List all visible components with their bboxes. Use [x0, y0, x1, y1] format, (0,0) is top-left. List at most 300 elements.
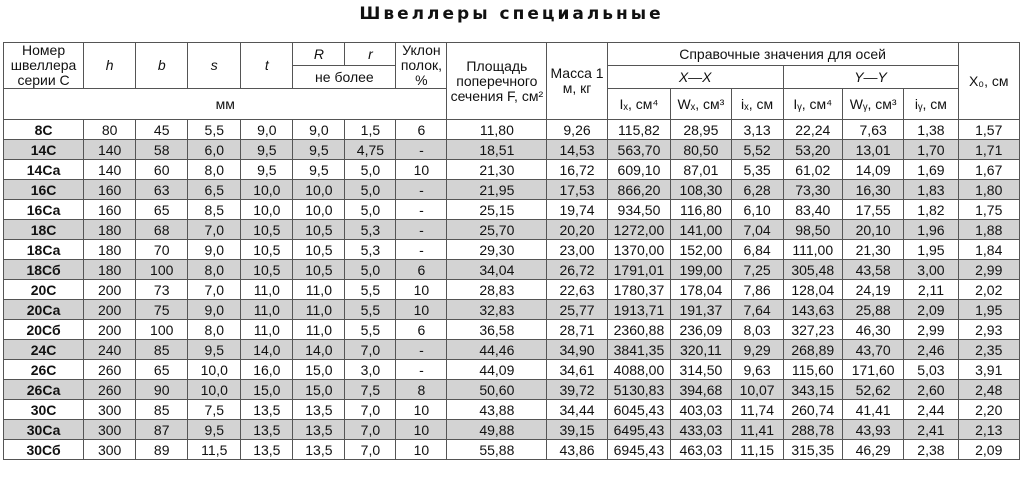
- value-cell: 10,5: [241, 260, 293, 280]
- value-cell: 73,30: [783, 180, 842, 200]
- value-cell: 5,35: [731, 160, 783, 180]
- value-cell: 13,5: [293, 440, 345, 460]
- value-cell: 3,00: [904, 260, 958, 280]
- value-cell: 2360,88: [607, 320, 670, 340]
- series-cell: 30С: [4, 400, 84, 420]
- value-cell: 5,03: [904, 360, 958, 380]
- value-cell: 6,10: [731, 200, 783, 220]
- value-cell: 1,38: [904, 120, 958, 140]
- value-cell: 7,0: [188, 280, 241, 300]
- value-cell: 50,60: [447, 380, 547, 400]
- series-cell: 18С: [4, 220, 84, 240]
- value-cell: 1370,00: [607, 240, 670, 260]
- value-cell: 90: [136, 380, 188, 400]
- value-cell: 11,0: [241, 300, 293, 320]
- value-cell: 23,00: [547, 240, 607, 260]
- value-cell: 7,0: [345, 420, 396, 440]
- value-cell: 85: [136, 340, 188, 360]
- value-cell: 563,70: [607, 140, 670, 160]
- value-cell: 2,93: [958, 320, 1020, 340]
- value-cell: 28,83: [447, 280, 547, 300]
- table-row: [4, 160, 1020, 180]
- table-row: [4, 340, 1020, 360]
- value-cell: 2,11: [904, 280, 958, 300]
- value-cell: 5,3: [345, 220, 396, 240]
- value-cell: 11,0: [241, 320, 293, 340]
- value-cell: 6495,43: [607, 420, 670, 440]
- value-cell: 5,5: [345, 320, 396, 340]
- value-cell: 41,41: [842, 400, 903, 420]
- series-cell: 8С: [4, 120, 84, 140]
- value-cell: 26,72: [547, 260, 607, 280]
- value-cell: 13,5: [241, 400, 293, 420]
- value-cell: 5,0: [345, 260, 396, 280]
- header-series: Номер швеллера серии С: [4, 43, 84, 89]
- value-cell: 5,5: [345, 300, 396, 320]
- value-cell: 10,5: [241, 240, 293, 260]
- value-cell: 5,5: [188, 120, 241, 140]
- value-cell: 80,50: [671, 140, 731, 160]
- value-cell: 2,60: [904, 380, 958, 400]
- value-cell: 8,0: [188, 260, 241, 280]
- series-cell: 16Са: [4, 200, 84, 220]
- value-cell: 200: [84, 280, 136, 300]
- value-cell: 2,99: [958, 260, 1020, 280]
- value-cell: 111,00: [783, 240, 842, 260]
- value-cell: 21,30: [842, 240, 903, 260]
- value-cell: 10,5: [293, 260, 345, 280]
- value-cell: 49,88: [447, 420, 547, 440]
- value-cell: 9,5: [188, 420, 241, 440]
- value-cell: 2,41: [904, 420, 958, 440]
- value-cell: 8: [396, 380, 447, 400]
- value-cell: 29,30: [447, 240, 547, 260]
- value-cell: 22,63: [547, 280, 607, 300]
- value-cell: -: [396, 340, 447, 360]
- header-h: h: [84, 43, 136, 89]
- value-cell: 141,00: [671, 220, 731, 240]
- table-row: [4, 220, 1020, 240]
- value-cell: 7,0: [188, 220, 241, 240]
- value-cell: 128,04: [783, 280, 842, 300]
- header-reference: Справочные значения для осей: [607, 43, 958, 66]
- value-cell: 14,0: [241, 340, 293, 360]
- series-cell: 14Са: [4, 160, 84, 180]
- value-cell: 34,04: [447, 260, 547, 280]
- value-cell: 87: [136, 420, 188, 440]
- value-cell: 171,60: [842, 360, 903, 380]
- header-ix: iₓ, см: [731, 89, 783, 120]
- header-iy: iᵧ, см: [904, 89, 958, 120]
- value-cell: 53,20: [783, 140, 842, 160]
- value-cell: 10: [396, 300, 447, 320]
- table-row: [4, 200, 1020, 220]
- value-cell: 2,38: [904, 440, 958, 460]
- value-cell: 46,30: [842, 320, 903, 340]
- value-cell: 10,07: [731, 380, 783, 400]
- value-cell: 73: [136, 280, 188, 300]
- header-axis-yy: Y—Y: [783, 66, 958, 89]
- table-title: Швеллеры специальные: [359, 4, 664, 24]
- value-cell: 5,0: [345, 200, 396, 220]
- value-cell: 14,09: [842, 160, 903, 180]
- value-cell: 16,0: [241, 360, 293, 380]
- header-r: r: [345, 43, 396, 66]
- table-row: [4, 180, 1020, 200]
- header-s: s: [188, 43, 241, 89]
- series-cell: 24С: [4, 340, 84, 360]
- series-cell: 20Са: [4, 300, 84, 320]
- value-cell: 200: [84, 320, 136, 340]
- value-cell: 32,83: [447, 300, 547, 320]
- value-cell: 5,5: [345, 280, 396, 300]
- series-cell: 20Сб: [4, 320, 84, 340]
- value-cell: 10: [396, 160, 447, 180]
- value-cell: 20,20: [547, 220, 607, 240]
- value-cell: 43,70: [842, 340, 903, 360]
- value-cell: 8,03: [731, 320, 783, 340]
- value-cell: 9,5: [188, 340, 241, 360]
- table-body: [4, 120, 1020, 460]
- value-cell: 28,95: [671, 120, 731, 140]
- series-cell: 30Сб: [4, 440, 84, 460]
- value-cell: 3841,35: [607, 340, 670, 360]
- value-cell: 43,88: [447, 400, 547, 420]
- value-cell: 55,88: [447, 440, 547, 460]
- value-cell: 433,03: [671, 420, 731, 440]
- value-cell: 7,5: [188, 400, 241, 420]
- value-cell: 75: [136, 300, 188, 320]
- value-cell: 100: [136, 260, 188, 280]
- value-cell: 21,95: [447, 180, 547, 200]
- value-cell: 45: [136, 120, 188, 140]
- value-cell: 44,46: [447, 340, 547, 360]
- value-cell: 260,74: [783, 400, 842, 420]
- value-cell: 10: [396, 420, 447, 440]
- value-cell: 6: [396, 120, 447, 140]
- value-cell: 15,0: [293, 360, 345, 380]
- value-cell: 70: [136, 240, 188, 260]
- value-cell: 7,0: [345, 440, 396, 460]
- value-cell: 18,51: [447, 140, 547, 160]
- value-cell: 11,5: [188, 440, 241, 460]
- series-cell: 20С: [4, 280, 84, 300]
- value-cell: 89: [136, 440, 188, 460]
- value-cell: 200: [84, 300, 136, 320]
- value-cell: 609,10: [607, 160, 670, 180]
- value-cell: 10,0: [188, 380, 241, 400]
- value-cell: 65: [136, 360, 188, 380]
- value-cell: -: [396, 220, 447, 240]
- table-row: [4, 260, 1020, 280]
- series-cell: 26Са: [4, 380, 84, 400]
- value-cell: 19,74: [547, 200, 607, 220]
- value-cell: 2,44: [904, 400, 958, 420]
- value-cell: 115,82: [607, 120, 670, 140]
- value-cell: 10: [396, 280, 447, 300]
- header-x0: X₀, см: [958, 43, 1020, 120]
- value-cell: 191,37: [671, 300, 731, 320]
- value-cell: 1,5: [345, 120, 396, 140]
- value-cell: -: [396, 180, 447, 200]
- value-cell: 10,0: [293, 200, 345, 220]
- value-cell: -: [396, 360, 447, 380]
- value-cell: 43,86: [547, 440, 607, 460]
- table-row: [4, 140, 1020, 160]
- header-R: R: [293, 43, 345, 66]
- value-cell: -: [396, 140, 447, 160]
- value-cell: 2,20: [958, 400, 1020, 420]
- value-cell: 46,29: [842, 440, 903, 460]
- value-cell: 1,70: [904, 140, 958, 160]
- value-cell: 87,01: [671, 160, 731, 180]
- value-cell: 17,55: [842, 200, 903, 220]
- value-cell: 2,35: [958, 340, 1020, 360]
- value-cell: 327,23: [783, 320, 842, 340]
- value-cell: 43,93: [842, 420, 903, 440]
- value-cell: 1,71: [958, 140, 1020, 160]
- header-slope: Уклон полок, %: [396, 43, 447, 89]
- value-cell: 2,48: [958, 380, 1020, 400]
- value-cell: 60: [136, 160, 188, 180]
- value-cell: 1913,71: [607, 300, 670, 320]
- value-cell: 13,5: [241, 440, 293, 460]
- value-cell: 34,90: [547, 340, 607, 360]
- table-row: [4, 280, 1020, 300]
- value-cell: 300: [84, 440, 136, 460]
- series-cell: 18Са: [4, 240, 84, 260]
- value-cell: 1791,01: [607, 260, 670, 280]
- value-cell: 5,0: [345, 160, 396, 180]
- value-cell: 1,95: [958, 300, 1020, 320]
- value-cell: 8,0: [188, 160, 241, 180]
- table-row: [4, 420, 1020, 440]
- value-cell: 25,15: [447, 200, 547, 220]
- value-cell: 240: [84, 340, 136, 360]
- value-cell: 6,84: [731, 240, 783, 260]
- value-cell: 11,15: [731, 440, 783, 460]
- value-cell: 160: [84, 200, 136, 220]
- value-cell: 9,0: [188, 300, 241, 320]
- value-cell: 6: [396, 260, 447, 280]
- value-cell: 61,02: [783, 160, 842, 180]
- header-t: t: [241, 43, 293, 89]
- table-row: [4, 320, 1020, 340]
- value-cell: 13,5: [293, 400, 345, 420]
- value-cell: 108,30: [671, 180, 731, 200]
- value-cell: 140: [84, 160, 136, 180]
- value-cell: 3,91: [958, 360, 1020, 380]
- value-cell: 1,75: [958, 200, 1020, 220]
- value-cell: 3,13: [731, 120, 783, 140]
- value-cell: 9,63: [731, 360, 783, 380]
- value-cell: 1,95: [904, 240, 958, 260]
- value-cell: 1,84: [958, 240, 1020, 260]
- value-cell: 116,80: [671, 200, 731, 220]
- value-cell: 7,0: [345, 400, 396, 420]
- value-cell: 10: [396, 400, 447, 420]
- value-cell: 5130,83: [607, 380, 670, 400]
- value-cell: 199,00: [671, 260, 731, 280]
- value-cell: 7,04: [731, 220, 783, 240]
- value-cell: 6,28: [731, 180, 783, 200]
- value-cell: 20,10: [842, 220, 903, 240]
- value-cell: 6,0: [188, 140, 241, 160]
- value-cell: 934,50: [607, 200, 670, 220]
- value-cell: 11,41: [731, 420, 783, 440]
- value-cell: 178,04: [671, 280, 731, 300]
- value-cell: 300: [84, 400, 136, 420]
- value-cell: 9,0: [241, 120, 293, 140]
- table-row: [4, 300, 1020, 320]
- value-cell: 2,99: [904, 320, 958, 340]
- value-cell: 394,68: [671, 380, 731, 400]
- table-row: [4, 120, 1020, 140]
- header-mm-unit: мм: [4, 89, 447, 120]
- value-cell: 10,0: [293, 180, 345, 200]
- value-cell: 14,0: [293, 340, 345, 360]
- value-cell: 34,44: [547, 400, 607, 420]
- value-cell: 343,15: [783, 380, 842, 400]
- value-cell: 11,0: [241, 280, 293, 300]
- value-cell: 15,0: [241, 380, 293, 400]
- value-cell: 10,5: [241, 220, 293, 240]
- value-cell: 260: [84, 360, 136, 380]
- table-row: [4, 360, 1020, 380]
- value-cell: 10,0: [241, 180, 293, 200]
- value-cell: 5,0: [345, 180, 396, 200]
- value-cell: 63: [136, 180, 188, 200]
- value-cell: 68: [136, 220, 188, 240]
- value-cell: 288,78: [783, 420, 842, 440]
- series-cell: 18Сб: [4, 260, 84, 280]
- value-cell: 25,70: [447, 220, 547, 240]
- value-cell: 52,62: [842, 380, 903, 400]
- value-cell: 1,69: [904, 160, 958, 180]
- value-cell: 10: [396, 440, 447, 460]
- value-cell: 22,24: [783, 120, 842, 140]
- value-cell: 3,0: [345, 360, 396, 380]
- value-cell: 1,80: [958, 180, 1020, 200]
- value-cell: 9,29: [731, 340, 783, 360]
- header-Iy: Iᵧ, см⁴: [783, 89, 842, 120]
- value-cell: 21,30: [447, 160, 547, 180]
- value-cell: 34,61: [547, 360, 607, 380]
- value-cell: 13,01: [842, 140, 903, 160]
- value-cell: 1,96: [904, 220, 958, 240]
- value-cell: 4088,00: [607, 360, 670, 380]
- value-cell: 1272,00: [607, 220, 670, 240]
- value-cell: 140: [84, 140, 136, 160]
- value-cell: 36,58: [447, 320, 547, 340]
- header-b: b: [136, 43, 188, 89]
- header-Ix: Iₓ, см⁴: [607, 89, 670, 120]
- value-cell: -: [396, 200, 447, 220]
- value-cell: 260: [84, 380, 136, 400]
- value-cell: 44,09: [447, 360, 547, 380]
- header-mass: Масса 1 м, кг: [547, 43, 607, 120]
- value-cell: 403,03: [671, 400, 731, 420]
- value-cell: 7,5: [345, 380, 396, 400]
- value-cell: 152,00: [671, 240, 731, 260]
- value-cell: 115,60: [783, 360, 842, 380]
- value-cell: 10,5: [293, 240, 345, 260]
- value-cell: 9,0: [188, 240, 241, 260]
- header-Wy: Wᵧ, см³: [842, 89, 903, 120]
- value-cell: 9,26: [547, 120, 607, 140]
- value-cell: 9,5: [241, 140, 293, 160]
- value-cell: 463,03: [671, 440, 731, 460]
- value-cell: 1,82: [904, 200, 958, 220]
- table-row: [4, 240, 1020, 260]
- header-axis-xx: X—X: [607, 66, 783, 89]
- series-cell: 26С: [4, 360, 84, 380]
- value-cell: 9,5: [241, 160, 293, 180]
- value-cell: 1,83: [904, 180, 958, 200]
- value-cell: 6,5: [188, 180, 241, 200]
- value-cell: 58: [136, 140, 188, 160]
- value-cell: 5,3: [345, 240, 396, 260]
- value-cell: 180: [84, 260, 136, 280]
- value-cell: 160: [84, 180, 136, 200]
- value-cell: 7,0: [345, 340, 396, 360]
- value-cell: 143,63: [783, 300, 842, 320]
- value-cell: 25,77: [547, 300, 607, 320]
- value-cell: 314,50: [671, 360, 731, 380]
- value-cell: 1,88: [958, 220, 1020, 240]
- value-cell: 16,72: [547, 160, 607, 180]
- table-row: [4, 380, 1020, 400]
- series-cell: 30Са: [4, 420, 84, 440]
- value-cell: 268,89: [783, 340, 842, 360]
- value-cell: 1,57: [958, 120, 1020, 140]
- value-cell: 10,0: [188, 360, 241, 380]
- value-cell: 1780,37: [607, 280, 670, 300]
- value-cell: 866,20: [607, 180, 670, 200]
- value-cell: 15,0: [293, 380, 345, 400]
- value-cell: -: [396, 240, 447, 260]
- value-cell: 11,0: [293, 320, 345, 340]
- header-Wx: Wₓ, см³: [671, 89, 731, 120]
- value-cell: 180: [84, 220, 136, 240]
- table-row: [4, 400, 1020, 420]
- value-cell: 2,09: [904, 300, 958, 320]
- value-cell: 9,5: [293, 140, 345, 160]
- value-cell: 4,75: [345, 140, 396, 160]
- value-cell: 28,71: [547, 320, 607, 340]
- value-cell: 2,13: [958, 420, 1020, 440]
- value-cell: 9,5: [293, 160, 345, 180]
- value-cell: 315,35: [783, 440, 842, 460]
- table-row: [4, 440, 1020, 460]
- value-cell: 5,52: [731, 140, 783, 160]
- value-cell: 10,5: [293, 220, 345, 240]
- value-cell: 6045,43: [607, 400, 670, 420]
- value-cell: 83,40: [783, 200, 842, 220]
- value-cell: 2,46: [904, 340, 958, 360]
- value-cell: 180: [84, 240, 136, 260]
- value-cell: 300: [84, 420, 136, 440]
- value-cell: 39,15: [547, 420, 607, 440]
- value-cell: 17,53: [547, 180, 607, 200]
- value-cell: 65: [136, 200, 188, 220]
- value-cell: 8,0: [188, 320, 241, 340]
- value-cell: 320,11: [671, 340, 731, 360]
- value-cell: 9,0: [293, 120, 345, 140]
- value-cell: 6: [396, 320, 447, 340]
- value-cell: 236,09: [671, 320, 731, 340]
- value-cell: 7,64: [731, 300, 783, 320]
